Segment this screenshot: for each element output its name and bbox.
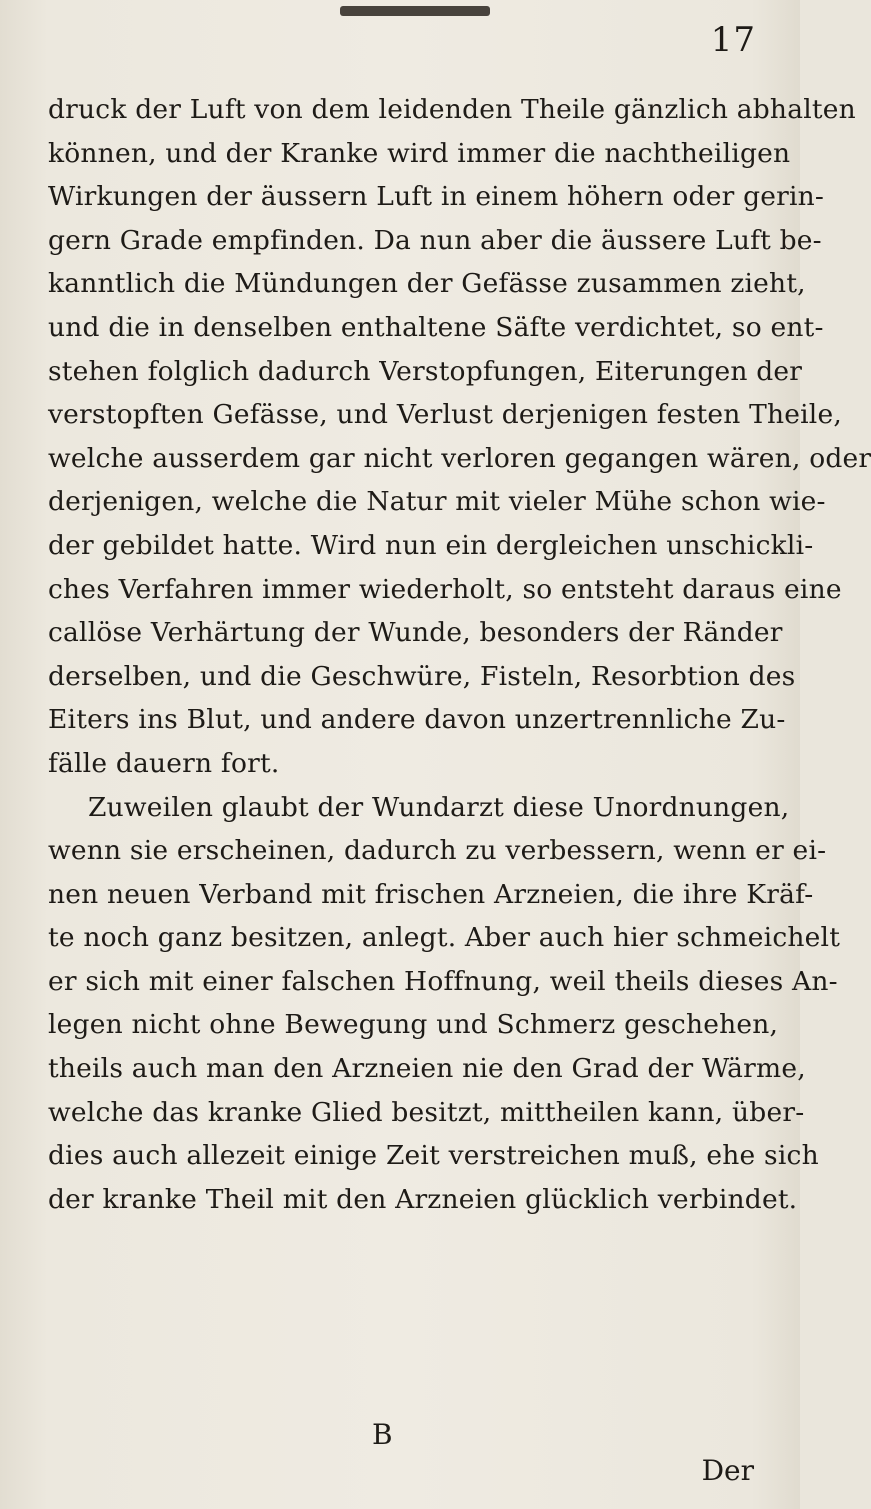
text-line: gern Grade empfinden. Da nun aber die äussere Luft be-: [48, 224, 822, 256]
text-line: welche das kranke Glied besitzt, mittheilen kann, über-: [48, 1096, 805, 1128]
text-line: er sich mit einer falschen Hoffnung, weil theils dieses An-: [48, 965, 838, 997]
text-line: welche ausserdem gar nicht verloren gegangen wären, oder: [48, 442, 871, 474]
text-line: dies auch allezeit einige Zeit verstreichen muß, ehe sich: [48, 1140, 819, 1172]
page-number: 17: [710, 20, 756, 60]
text-line: Wirkungen der äussern Luft in einem höhern oder gerin-: [48, 181, 825, 213]
text-line: legen nicht ohne Bewegung und Schmerz geschehen,: [48, 1009, 779, 1041]
text-line: und die in denselben enthaltene Säfte verdichtet, so ent-: [48, 311, 824, 343]
text-line: derselben, und die Geschwüre, Fisteln, Resorbtion des: [48, 660, 796, 692]
text-line: kanntlich die Mündungen der Gefässe zusammen zieht,: [48, 268, 806, 300]
text-line: Zuweilen glaubt der Wundarzt diese Unordnungen,: [88, 791, 790, 823]
text-line: callöse Verhärtung der Wunde, besonders der Ränder: [48, 617, 783, 649]
text-line: ches Verfahren immer wiederholt, so entsteht daraus eine: [48, 573, 842, 605]
text-line: te noch ganz besitzen, anlegt. Aber auch hier schmeichelt: [48, 922, 841, 954]
catchword: Der: [701, 1454, 754, 1487]
text-line: derjenigen, welche die Natur mit vieler Mühe schon wie-: [48, 486, 826, 518]
ink-smudge: [340, 6, 490, 16]
body-text: [48, 88, 871, 1221]
text-line: druck der Luft von dem leidenden Theile gänzlich abhalten: [48, 94, 856, 125]
text-line: der gebildet hatte. Wird nun ein dergleichen unschickli-: [48, 529, 814, 561]
text-line: fälle dauern fort.: [48, 747, 280, 779]
text-line: der kranke Theil mit den Arzneien glücklich verbindet.: [48, 1183, 798, 1215]
text-line: Eiters ins Blut, und andere davon unzertrennliche Zu-: [48, 704, 786, 736]
signature-mark: B: [372, 1418, 393, 1451]
text-line: stehen folglich dadurch Verstopfungen, Eiterungen der: [48, 355, 803, 387]
text-line: verstopften Gefässe, und Verlust derjenigen festen Theile,: [48, 399, 842, 431]
text-line: wenn sie erscheinen, dadurch zu verbessern, wenn er ei-: [48, 835, 827, 867]
text-line: theils auch man den Arzneien nie den Grad der Wärme,: [48, 1053, 806, 1085]
text-line: nen neuen Verband mit frischen Arzneien, die ihre Kräf-: [48, 878, 814, 910]
text-line: können, und der Kranke wird immer die nachtheiligen: [48, 137, 791, 169]
